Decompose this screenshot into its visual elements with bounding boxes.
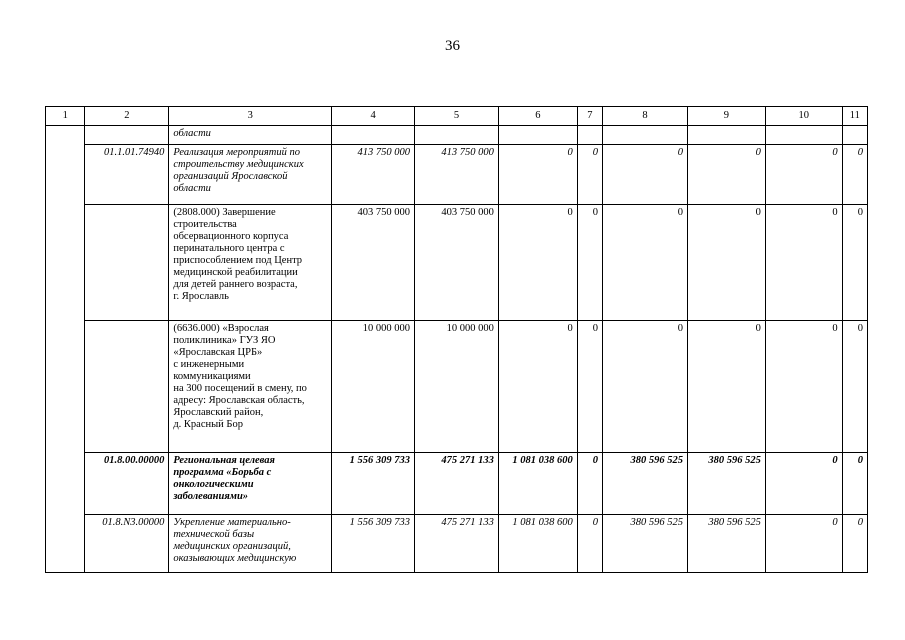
table-row [46, 126, 868, 145]
item-name-line: медицинских организаций, [173, 541, 291, 552]
item-name-line: Региональная целевая [173, 455, 275, 466]
value-cell-col4: 413 750 000 [332, 145, 415, 205]
item-name-line: (2808.000) Завершение [173, 207, 276, 218]
item-name-line: для детей раннего возраста, [173, 279, 298, 290]
item-name-line: медицинской реабилитации [173, 267, 298, 278]
item-name-line: перинатального центра с [173, 243, 285, 254]
value-cell-col6: 0 [498, 145, 577, 205]
table-row [46, 515, 868, 573]
table-row [46, 145, 868, 205]
value-cell-col5: 475 271 133 [415, 515, 499, 573]
value-cell-col6: 1 081 038 600 [498, 453, 577, 515]
value-cell-col10: 0 [765, 453, 842, 515]
value-cell-col9: 380 596 525 [687, 515, 765, 573]
item-name-line: обсервационного корпуса [173, 231, 289, 242]
item-name-cell [169, 453, 332, 515]
column-header: 5 [415, 107, 499, 126]
item-name-line: д. Красный Бор [173, 419, 243, 430]
value-cell-col9: 380 596 525 [687, 453, 765, 515]
column-header: 11 [842, 107, 867, 126]
item-name-line: оказывающих медицинскую [173, 553, 297, 564]
item-name-line: строительства [173, 219, 237, 230]
value-cell-col7 [577, 126, 602, 145]
value-cell-col6: 0 [498, 321, 577, 453]
value-cell-col8: 380 596 525 [603, 515, 688, 573]
item-name-line: области [173, 183, 211, 194]
item-name-cell [169, 145, 332, 205]
item-name-line: технической базы [173, 529, 255, 540]
budget-code-cell: 01.1.01.74940 [85, 145, 169, 205]
value-cell-col10: 0 [765, 205, 842, 321]
value-cell-col11: 0 [842, 145, 867, 205]
value-cell-col9: 0 [687, 145, 765, 205]
budget-code-cell: 01.8.N3.00000 [85, 515, 169, 573]
table-row [46, 321, 868, 453]
value-cell-col11: 0 [842, 453, 867, 515]
column-header: 10 [765, 107, 842, 126]
column-header: 6 [498, 107, 577, 126]
value-cell-col9 [687, 126, 765, 145]
value-cell-col4 [332, 126, 415, 145]
column-header: 8 [603, 107, 688, 126]
value-cell-col7: 0 [577, 515, 602, 573]
value-cell-col5: 10 000 000 [415, 321, 499, 453]
budget-code-cell [85, 205, 169, 321]
table-row [46, 453, 868, 515]
value-cell-col10 [765, 126, 842, 145]
table-body [46, 126, 868, 573]
item-name-line: поликлиника» ГУЗ ЯО [173, 335, 276, 346]
item-name-line: организаций Ярославской [173, 171, 288, 182]
item-name-line: Ярославский район, [173, 407, 264, 418]
value-cell-col8 [603, 126, 688, 145]
value-cell-col10: 0 [765, 321, 842, 453]
value-cell-col11 [842, 126, 867, 145]
item-name-line: на 300 посещений в смену, по [173, 383, 307, 394]
column-header: 7 [577, 107, 602, 126]
value-cell-col7: 0 [577, 453, 602, 515]
item-name-line: коммуникациями [173, 371, 251, 382]
item-name-line: строительству медицинских [173, 159, 304, 170]
value-cell-col4: 10 000 000 [332, 321, 415, 453]
value-cell-col10: 0 [765, 515, 842, 573]
item-name-line: приспособлением под Центр [173, 255, 303, 266]
item-name-line: Реализация мероприятий по [173, 147, 301, 158]
budget-table [45, 106, 868, 573]
value-cell-col4: 1 556 309 733 [332, 515, 415, 573]
value-cell-col11: 0 [842, 205, 867, 321]
value-cell-col7: 0 [577, 321, 602, 453]
column-header: 1 [46, 107, 85, 126]
value-cell-col7: 0 [577, 205, 602, 321]
value-cell-col6: 0 [498, 205, 577, 321]
header-row [46, 107, 868, 126]
item-name-line: с инженерными [173, 359, 245, 370]
page-number: 36 [445, 38, 460, 54]
value-cell-col9: 0 [687, 205, 765, 321]
value-cell-col9: 0 [687, 321, 765, 453]
item-name-line: программа «Борьба с [173, 467, 272, 478]
item-name-line: области [173, 128, 211, 139]
value-cell-col7: 0 [577, 145, 602, 205]
item-name-line: заболеваниями» [173, 491, 249, 502]
value-cell-col5: 403 750 000 [415, 205, 499, 321]
item-name-line: онкологическими [173, 479, 254, 490]
value-cell-col4: 403 750 000 [332, 205, 415, 321]
value-cell-col10: 0 [765, 145, 842, 205]
value-cell-col11: 0 [842, 515, 867, 573]
column-header: 3 [169, 107, 332, 126]
value-cell-col6: 1 081 038 600 [498, 515, 577, 573]
item-name-line: «Ярославская ЦРБ» [173, 347, 263, 358]
value-cell-col8: 0 [603, 205, 688, 321]
value-cell-col8: 380 596 525 [603, 453, 688, 515]
value-cell-col8: 0 [603, 321, 688, 453]
value-cell-col4: 1 556 309 733 [332, 453, 415, 515]
item-name-line: адресу: Ярославская область, [173, 395, 305, 406]
value-cell-col6 [498, 126, 577, 145]
item-name-cell [169, 205, 332, 321]
column-header: 9 [687, 107, 765, 126]
item-name-cell [169, 126, 332, 145]
item-name-cell [169, 321, 332, 453]
col1-spanned-cell [46, 126, 85, 573]
table-row [46, 205, 868, 321]
value-cell-col5: 475 271 133 [415, 453, 499, 515]
column-header: 2 [85, 107, 169, 126]
item-name-line: Укрепление материально- [173, 517, 291, 528]
item-name-line: г. Ярославль [173, 291, 229, 302]
budget-code-cell [85, 126, 169, 145]
value-cell-col11: 0 [842, 321, 867, 453]
value-cell-col8: 0 [603, 145, 688, 205]
value-cell-col5 [415, 126, 499, 145]
budget-code-cell: 01.8.00.00000 [85, 453, 169, 515]
value-cell-col5: 413 750 000 [415, 145, 499, 205]
item-name-line: (6636.000) «Взрослая [173, 323, 269, 334]
budget-code-cell [85, 321, 169, 453]
item-name-cell [169, 515, 332, 573]
column-header: 4 [332, 107, 415, 126]
